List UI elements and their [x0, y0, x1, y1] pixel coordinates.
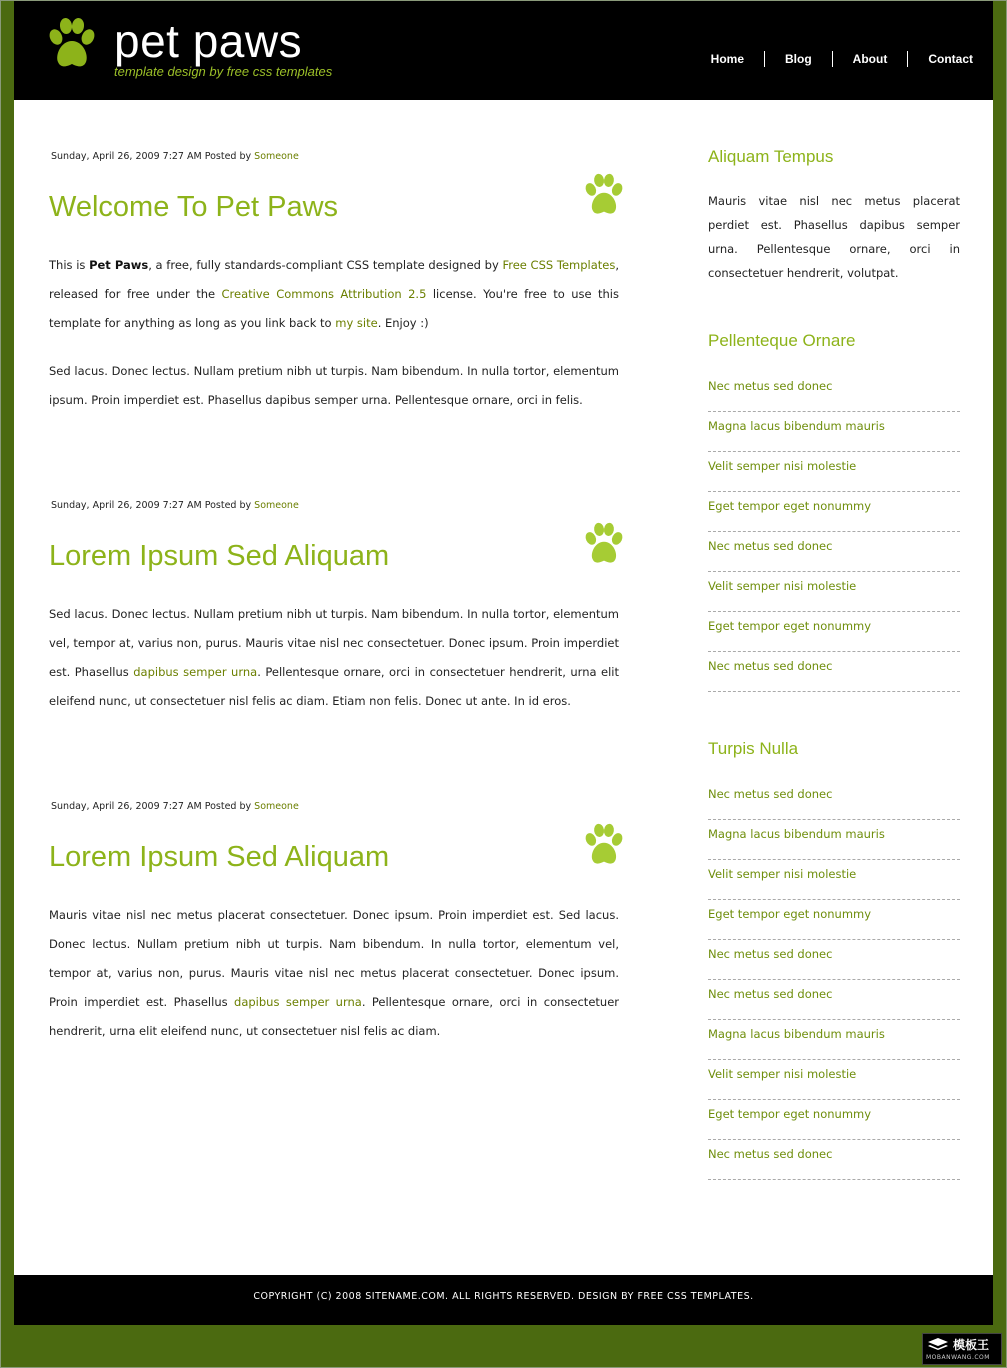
post-paragraph	[49, 251, 619, 338]
list-item	[708, 940, 960, 980]
list-item	[708, 372, 960, 412]
sidebar-link[interactable]: Nec metus sed donec	[708, 987, 833, 1001]
nav-home[interactable]: Home	[710, 52, 744, 66]
sidebar-title: Turpis Nulla	[708, 739, 799, 758]
sidebar-link[interactable]: Velit semper nisi molestie	[708, 459, 857, 473]
link-creative-commons[interactable]: Creative Commons Attribution 2.5	[221, 287, 427, 301]
text: This is	[49, 258, 90, 272]
sidebar-link[interactable]: Nec metus sed donec	[708, 539, 833, 553]
list-item	[708, 820, 960, 860]
list-item	[708, 780, 960, 820]
main-nav	[691, 51, 973, 67]
sidebar-text: Mauris vitae nisl nec metus placerat perdiet est. Phasellus dapibus semper urna. Pellentesque ornare, orci in consectetuer hendrerit, volutpat.	[708, 194, 960, 280]
site-tagline: template design by free css templates	[114, 64, 333, 79]
sidebar-list	[708, 372, 960, 692]
sidebar-link[interactable]: Nec metus sed donec	[708, 379, 833, 393]
list-item	[708, 452, 960, 492]
post-meta-date: Sunday, April 26, 2009 7:27 AM Posted by	[51, 151, 252, 162]
watermark-text: 模板王	[953, 1338, 990, 1352]
list-item	[708, 572, 960, 612]
link-free-css-templates[interactable]: Free CSS Templates	[502, 258, 616, 272]
sidebar-link[interactable]: Magna lacus bibendum mauris	[708, 419, 885, 433]
post-paragraph: Sed lacus. Donec lectus. Nullam pretium nibh ut turpis. Nam bibendum. In nulla tortor, elementum ipsum. Proin imperdiet est. Phasellus dapibus semper urna. Pellentesque ornare, orci in felis.	[49, 364, 619, 407]
sidebar-link[interactable]: Nec metus sed donec	[708, 659, 833, 673]
list-item	[708, 412, 960, 452]
post-meta	[51, 151, 299, 162]
nav-blog[interactable]: Blog	[764, 51, 832, 67]
link-my-site[interactable]: my site	[335, 316, 378, 330]
link-dapibus-semper-urna[interactable]: dapibus semper urna	[133, 665, 258, 679]
sidebar-title: Aliquam Tempus	[708, 147, 834, 166]
sidebar-link[interactable]: Eget tempor eget nonummy	[708, 907, 872, 921]
site-title[interactable]: pet paws	[114, 15, 303, 67]
text: . Enjoy :)	[377, 316, 429, 330]
link-dapibus-semper-urna[interactable]: dapibus semper urna	[234, 995, 362, 1009]
text: .	[750, 1291, 754, 1302]
footer	[14, 1275, 993, 1325]
list-item	[708, 532, 960, 572]
sidebar-link[interactable]: Velit semper nisi molestie	[708, 579, 857, 593]
post-body	[49, 251, 619, 434]
post-meta-date: Sunday, April 26, 2009 7:27 AM Posted by	[51, 801, 252, 812]
list-item	[708, 1100, 960, 1140]
list-item	[708, 1060, 960, 1100]
list-item	[708, 1140, 960, 1180]
list-item	[708, 900, 960, 940]
post-body	[49, 600, 619, 735]
sidebar-title: Pellenteque Ornare	[708, 331, 856, 350]
post-meta	[51, 801, 299, 812]
paw-icon	[581, 823, 627, 869]
post-title[interactable]: Lorem Ipsum Sed Aliquam	[49, 540, 390, 572]
post-author-link[interactable]: Someone	[254, 151, 299, 162]
post-paragraph	[49, 600, 619, 716]
sidebar-link[interactable]: Velit semper nisi molestie	[708, 867, 857, 881]
nav-about[interactable]: About	[832, 51, 908, 67]
post-body	[49, 901, 619, 1065]
text: , a free, fully standards-compliant CSS template designed by	[148, 258, 503, 272]
post-title[interactable]: Lorem Ipsum Sed Aliquam	[49, 841, 390, 873]
post-title[interactable]: Welcome To Pet Paws	[49, 191, 339, 223]
paw-icon	[581, 173, 627, 219]
text: . Pellentesque ornare, orci in consectetuer hendrerit, urna elit eleifend nunc, ut consectetuer nisl felis ac diam.	[49, 995, 619, 1038]
text: . Pellentesque ornare, orci in consectetuer hendrerit, urna elit eleifend nunc, ut consectetuer nisl felis ac diam. Etiam non felis. Donec ut ante. In id eros.	[49, 665, 619, 708]
nav-contact[interactable]: Contact	[907, 51, 973, 67]
sidebar-link[interactable]: Eget tempor eget nonummy	[708, 1107, 872, 1121]
post-paragraph	[49, 901, 619, 1046]
text: , released for free under the	[49, 258, 619, 301]
text: Sed lacus. Donec lectus. Nullam pretium nibh ut turpis. Nam bibendum. In nulla tortor, elementum vel, tempor at, varius non, purus. Mauris vitae nisl nec consectetuer. Donec ipsum. Proin imperdiet est. Phasellus	[49, 607, 619, 679]
sidebar-link[interactable]: Magna lacus bibendum mauris	[708, 1027, 885, 1041]
watermark-logo	[922, 1333, 1002, 1365]
page	[14, 1, 993, 1325]
sidebar-link[interactable]: Nec metus sed donec	[708, 947, 833, 961]
bold-text: Pet Paws	[89, 258, 149, 272]
list-item	[708, 652, 960, 692]
post-author-link[interactable]: Someone	[254, 500, 299, 511]
copyright-text	[14, 1291, 993, 1302]
list-item	[708, 612, 960, 652]
sidebar-link[interactable]: Eget tempor eget nonummy	[708, 619, 872, 633]
list-item	[708, 860, 960, 900]
sidebar-link[interactable]: Eget tempor eget nonummy	[708, 499, 872, 513]
footer-link-free-css-templates[interactable]: FREE CSS TEMPLATES	[637, 1291, 751, 1302]
post-author-link[interactable]: Someone	[254, 801, 299, 812]
sidebar-link[interactable]: Velit semper nisi molestie	[708, 1067, 857, 1081]
paw-icon[interactable]	[44, 17, 100, 73]
sidebar-list	[708, 780, 960, 1180]
post-meta	[51, 500, 299, 511]
sidebar-link[interactable]: Nec metus sed donec	[708, 787, 833, 801]
list-item	[708, 1020, 960, 1060]
text: COPYRIGHT (C) 2008 SITENAME.COM. ALL RIGHTS RESERVED. DESIGN BY	[253, 1291, 638, 1302]
sidebar-link[interactable]: Nec metus sed donec	[708, 1147, 833, 1161]
list-item	[708, 980, 960, 1020]
header	[14, 1, 993, 100]
text: Mauris vitae nisl nec metus placerat consectetuer. Donec ipsum. Proin imperdiet est. Sed lacus. Donec lectus. Nullam pretium nibh ut turpis. Nam bibendum. In nulla tortor, elementum vel, tempor at, varius non, purus. Mauris vitae nisl nec metus placerat consectetuer. Donec ipsum. Proin imperdiet est. Phasellus	[49, 908, 619, 1009]
sidebar-link[interactable]: Magna lacus bibendum mauris	[708, 827, 885, 841]
list-item	[708, 492, 960, 532]
text: license. You're free to use this template for anything as long as you link back to	[49, 287, 619, 330]
watermark-url: MOBANWANG.COM	[926, 1354, 990, 1361]
paw-icon	[581, 522, 627, 568]
post-meta-date: Sunday, April 26, 2009 7:27 AM Posted by	[51, 500, 252, 511]
